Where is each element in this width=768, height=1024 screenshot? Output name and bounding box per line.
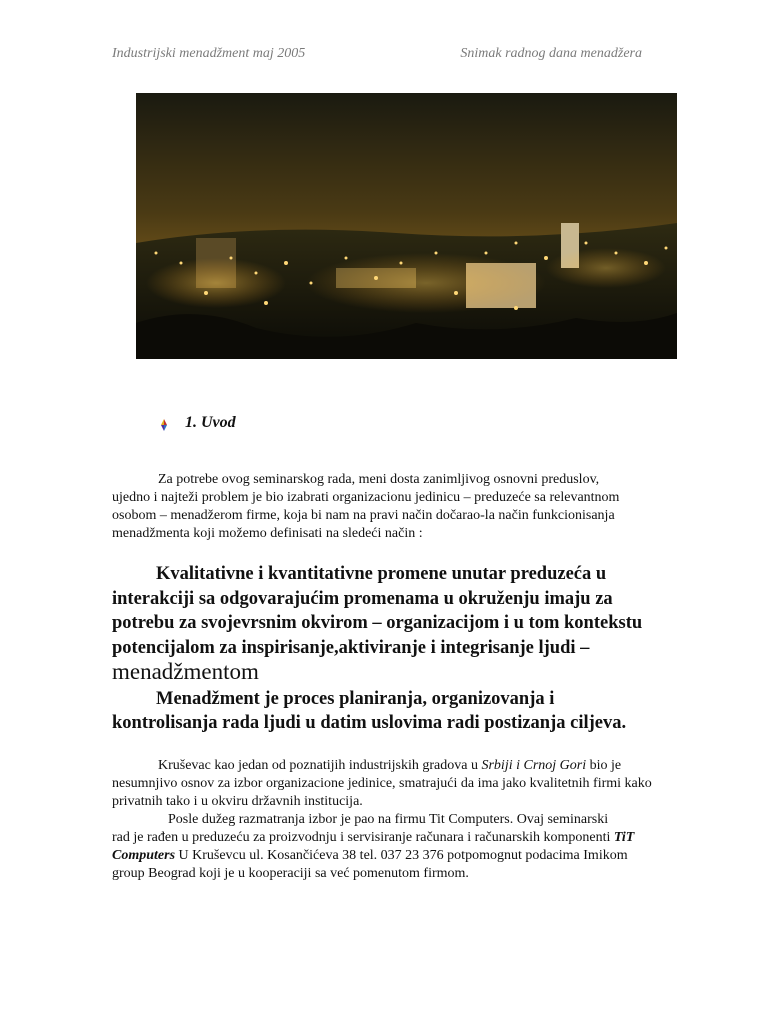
p1-start: Kruševac kao jedan od poznatijih industrijskih gradova u — [158, 758, 478, 773]
p2-company: TiT Computers — [112, 830, 635, 863]
city-night-photo — [136, 93, 677, 359]
page-header — [112, 46, 642, 66]
header-right-text: Snimak radnog dana menadžera — [460, 46, 642, 61]
management-definition — [112, 562, 652, 736]
definition2-rest: kontrolisanja rada ljudi u datim uslovima radi postizanja ciljeva. — [112, 713, 627, 733]
definition-body — [112, 587, 652, 687]
intro-first-line: Za potrebe ovog seminarskog rada, meni dosta zanimljivog osnovni preduslov, — [158, 472, 600, 487]
header-left-text: Industrijski menadžment maj 2005 — [112, 46, 306, 61]
section-title: 1. Uvod — [185, 414, 236, 431]
body-paragraphs — [112, 757, 652, 883]
city-night-illustration — [136, 93, 677, 359]
intro-rest: ujedno i najteži problem je bio izabrati organizacionu jedinicu – preduzeće sa relevantnom osobom – menadžerom firme, koja bi nam na pravi način dočarao-la način funkcionisanja menadžmenta koji možemo definisati na sledeći način : — [112, 490, 620, 541]
p2-end: U Kruševcu ul. Kosančićeva 38 tel. 037 23 376 potpomognut podacima Imikom group Beograd koji je u kooperaciji sa već pomenutom firmom. — [112, 848, 628, 881]
diamond-bullet-icon — [158, 418, 170, 436]
p2-first-line: Posle dužeg razmatranja izbor je pao na firmu Tit Computers. Ovaj seminarski — [168, 812, 609, 827]
intro-paragraph — [112, 471, 652, 543]
p1-end: bio je nesumnjivo osnov za izbor organizacione jedinice, smatrajući da ima jako kvalitetnih firmi kako privatnih tako i u okviru državnih institucija. — [112, 758, 652, 809]
body-paragraph-1 — [112, 757, 652, 811]
definition-first-line: Kvalitativne i kvantitativne promene unutar preduzeća u — [156, 564, 607, 584]
p2-rest: rad je rađen u preduzeću za proizvodnju i servisiranje računara i računarskih komponenti — [112, 830, 611, 845]
definition2-first-line: Menadžment je proces planiranja, organizovanja i — [156, 688, 555, 709]
p1-country: Srbiji i Crnoj Gori — [481, 758, 587, 773]
body-paragraph-2 — [112, 829, 652, 883]
definition-rest: interakciji sa odgovarajućim promenama u okruženju imaju za potrebu za svojevrsnim okvirom – organizacijom i u tom kontekstu potencijalom za inspirisanje,aktiviranje i integrisanje ljudi – — [112, 588, 643, 658]
definition-emphasis: menadžmentom — [112, 659, 259, 684]
